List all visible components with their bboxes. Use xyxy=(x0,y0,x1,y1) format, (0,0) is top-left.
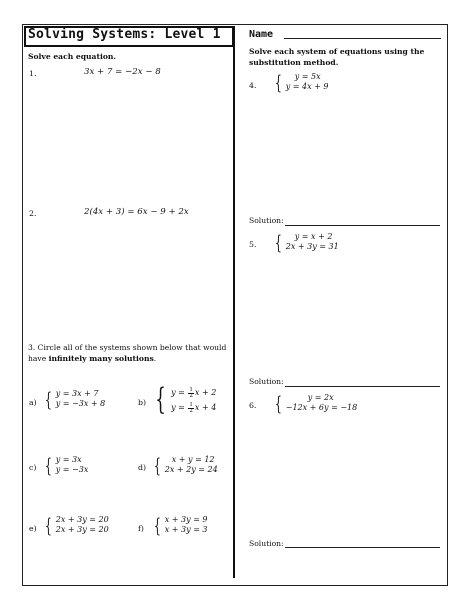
option-a-eq2: y = −3x + 8 xyxy=(55,399,106,408)
problem-2-number: 2. xyxy=(29,209,37,218)
option-e-eq2: 2x + 3y = 20 xyxy=(55,525,109,534)
option-b-system[interactable] xyxy=(151,382,217,417)
worksheet-title: Solving Systems: Level 1 xyxy=(28,27,221,42)
option-f-label[interactable]: f) xyxy=(138,524,144,533)
option-f-eq2: x + 3y = 3 xyxy=(164,525,208,534)
left-instructions: Solve each equation. xyxy=(28,52,117,61)
problem-3-period: . xyxy=(153,354,157,363)
option-b-label[interactable]: b) xyxy=(138,398,147,407)
worksheet-frame xyxy=(22,24,448,586)
column-divider xyxy=(233,26,235,578)
problem-5-eq1: y = x + 2 xyxy=(294,232,333,241)
option-c-eq1: y = 3x xyxy=(55,455,82,464)
problem-5-eq2: 2x + 3y = 31 xyxy=(285,242,339,251)
problem-3-emphasis: infinitely many solutions xyxy=(48,354,154,363)
problem-5-system xyxy=(272,232,339,252)
name-line[interactable] xyxy=(284,38,441,39)
problem-4-eq2: y = 4x + 9 xyxy=(285,82,329,91)
problem-5-number: 5. xyxy=(249,240,257,249)
name-label: Name xyxy=(249,29,274,40)
problem-4-eq1: y = 5x xyxy=(294,72,321,81)
brace-icon: { xyxy=(153,513,161,537)
option-c-label[interactable]: c) xyxy=(29,463,37,472)
option-c-system[interactable] xyxy=(42,455,88,475)
problem-6-solution-label: Solution: xyxy=(249,539,284,548)
option-a-system[interactable] xyxy=(42,389,105,409)
option-e-system[interactable] xyxy=(42,515,109,535)
brace-icon: { xyxy=(274,70,282,94)
option-d-eq1: x + y = 12 xyxy=(171,455,215,464)
option-a-eq1: y = 3x + 7 xyxy=(55,389,99,398)
right-instructions: Solve each system of equations using the substitution method. xyxy=(249,47,425,67)
option-b-eq1: y = $\frac{1}{2}$ x + 2 xyxy=(171,386,217,399)
problem-5-solution-label: Solution: xyxy=(249,377,284,386)
option-b-eq2: y = $\frac{1}{2}$ x + 4 xyxy=(171,401,217,414)
problem-6-number: 6. xyxy=(249,401,257,410)
brace-icon: { xyxy=(155,382,166,417)
problem-3-text: 3. Circle all of the systems shown below that would have xyxy=(28,343,227,363)
option-e-eq1: 2x + 3y = 20 xyxy=(55,515,109,524)
option-d-eq2: 2x + 2y = 24 xyxy=(164,465,218,474)
problem-4-solution-line[interactable] xyxy=(285,225,440,226)
brace-icon: { xyxy=(153,453,161,477)
problem-2-equation: 2(4x + 3) = 6x − 9 + 2x xyxy=(84,207,189,217)
problem-4-solution-label: Solution: xyxy=(249,216,284,225)
problem-4-number: 4. xyxy=(249,81,257,90)
option-d-label[interactable]: d) xyxy=(138,463,147,472)
option-c-eq2: y = −3x xyxy=(55,465,89,474)
problem-4-system xyxy=(272,72,329,92)
problem-5-solution-line[interactable] xyxy=(285,386,440,387)
option-f-eq1: x + 3y = 9 xyxy=(164,515,208,524)
problem-6-eq2: −12x + 6y = −18 xyxy=(285,403,358,412)
problem-1-number: 1. xyxy=(29,69,37,78)
problem-6-solution-line[interactable] xyxy=(285,547,440,548)
option-f-system[interactable] xyxy=(151,515,208,535)
brace-icon: { xyxy=(44,513,52,537)
problem-3-prompt xyxy=(28,342,228,364)
brace-icon: { xyxy=(274,391,282,415)
brace-icon: { xyxy=(44,387,52,411)
brace-icon: { xyxy=(44,453,52,477)
problem-1-equation: 3x + 7 = −2x − 8 xyxy=(84,67,161,77)
brace-icon: { xyxy=(274,230,282,254)
option-a-label[interactable]: a) xyxy=(29,398,37,407)
problem-6-system xyxy=(272,393,357,413)
option-e-label[interactable]: e) xyxy=(29,524,37,533)
option-d-system[interactable] xyxy=(151,455,218,475)
problem-6-eq1: y = 2x xyxy=(307,393,334,402)
